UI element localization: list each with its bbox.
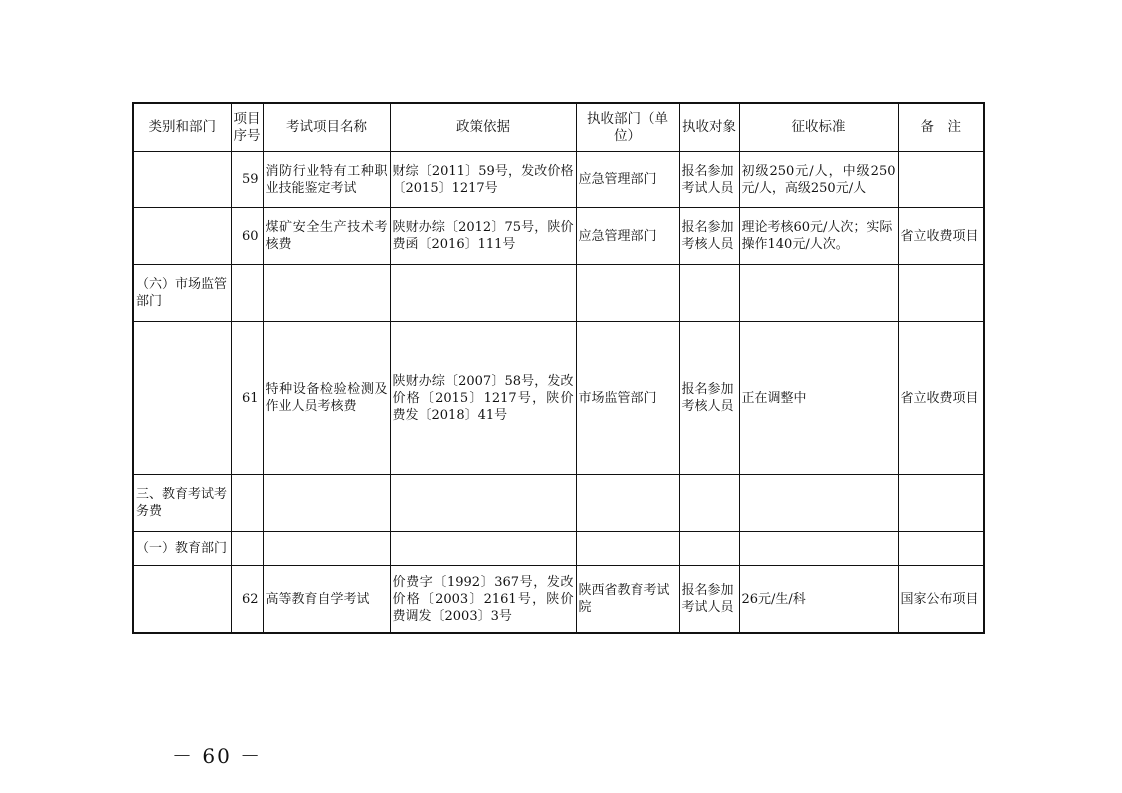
cell-standard: 26元/生/科 [739, 566, 898, 634]
table-row [133, 265, 984, 322]
cell-remarks: 国家公布项目 [898, 566, 984, 634]
cell-dept: 市场监管部门 [576, 322, 679, 475]
cell-dept [576, 532, 679, 566]
cell-target: 报名参加考核人员 [679, 208, 739, 265]
cell-name [263, 265, 390, 322]
cell-remarks: 省立收费项目 [898, 322, 984, 475]
cell-remarks [898, 265, 984, 322]
table-row [133, 532, 984, 566]
cell-dept [576, 265, 679, 322]
cell-category [133, 208, 231, 265]
fee-table [132, 102, 985, 634]
table-header-row [133, 103, 984, 152]
cell-category: （六）市场监管部门 [133, 265, 231, 322]
cell-name: 煤矿安全生产技术考核费 [263, 208, 390, 265]
table-row [133, 475, 984, 532]
cell-seq: 61 [231, 322, 263, 475]
cell-target [679, 265, 739, 322]
header-policy: 政策依据 [390, 103, 576, 152]
cell-dept: 应急管理部门 [576, 152, 679, 208]
cell-dept: 应急管理部门 [576, 208, 679, 265]
table-row [133, 566, 984, 634]
table-row [133, 208, 984, 265]
cell-target: 报名参加考试人员 [679, 152, 739, 208]
cell-name [263, 475, 390, 532]
header-seq: 项目序号 [231, 103, 263, 152]
cell-category: （一）教育部门 [133, 532, 231, 566]
cell-dept: 陕西省教育考试院 [576, 566, 679, 634]
cell-policy [390, 265, 576, 322]
header-target: 执收对象 [679, 103, 739, 152]
cell-standard [739, 475, 898, 532]
cell-policy [390, 475, 576, 532]
header-category: 类别和部门 [133, 103, 231, 152]
header-remarks: 备 注 [898, 103, 984, 152]
cell-policy: 财综〔2011〕59号，发改价格〔2015〕1217号 [390, 152, 576, 208]
cell-target: 报名参加考核人员 [679, 322, 739, 475]
header-dept: 执收部门（单位） [576, 103, 679, 152]
cell-policy [390, 532, 576, 566]
cell-name: 特种设备检验检测及作业人员考核费 [263, 322, 390, 475]
cell-standard: 初级250元/人，中级250元/人，高级250元/人 [739, 152, 898, 208]
cell-standard: 正在调整中 [739, 322, 898, 475]
page-number: － 60 － [172, 744, 263, 768]
table-row [133, 322, 984, 475]
cell-category [133, 566, 231, 634]
cell-category [133, 322, 231, 475]
cell-seq: 62 [231, 566, 263, 634]
cell-standard [739, 532, 898, 566]
cell-policy: 陕财办综〔2012〕75号，陕价费函〔2016〕111号 [390, 208, 576, 265]
cell-target [679, 475, 739, 532]
cell-seq [231, 265, 263, 322]
cell-target: 报名参加考试人员 [679, 566, 739, 634]
cell-seq [231, 475, 263, 532]
cell-dept [576, 475, 679, 532]
cell-standard: 理论考核60元/人次；实际操作140元/人次。 [739, 208, 898, 265]
cell-remarks [898, 152, 984, 208]
cell-seq [231, 532, 263, 566]
cell-name: 消防行业特有工种职业技能鉴定考试 [263, 152, 390, 208]
cell-seq: 59 [231, 152, 263, 208]
cell-name: 高等教育自学考试 [263, 566, 390, 634]
cell-category: 三、教育考试考务费 [133, 475, 231, 532]
cell-target [679, 532, 739, 566]
table-row [133, 152, 984, 208]
cell-policy: 陕财办综〔2007〕58号，发改价格〔2015〕1217号，陕价费发〔2018〕41号 [390, 322, 576, 475]
cell-policy: 价费字〔1992〕367号，发改价格〔2003〕2161号，陕价费调发〔2003〕3号 [390, 566, 576, 634]
cell-remarks [898, 475, 984, 532]
cell-remarks: 省立收费项目 [898, 208, 984, 265]
cell-name [263, 532, 390, 566]
cell-category [133, 152, 231, 208]
header-name: 考试项目名称 [263, 103, 390, 152]
header-standard: 征收标准 [739, 103, 898, 152]
cell-seq: 60 [231, 208, 263, 265]
cell-remarks [898, 532, 984, 566]
cell-standard [739, 265, 898, 322]
